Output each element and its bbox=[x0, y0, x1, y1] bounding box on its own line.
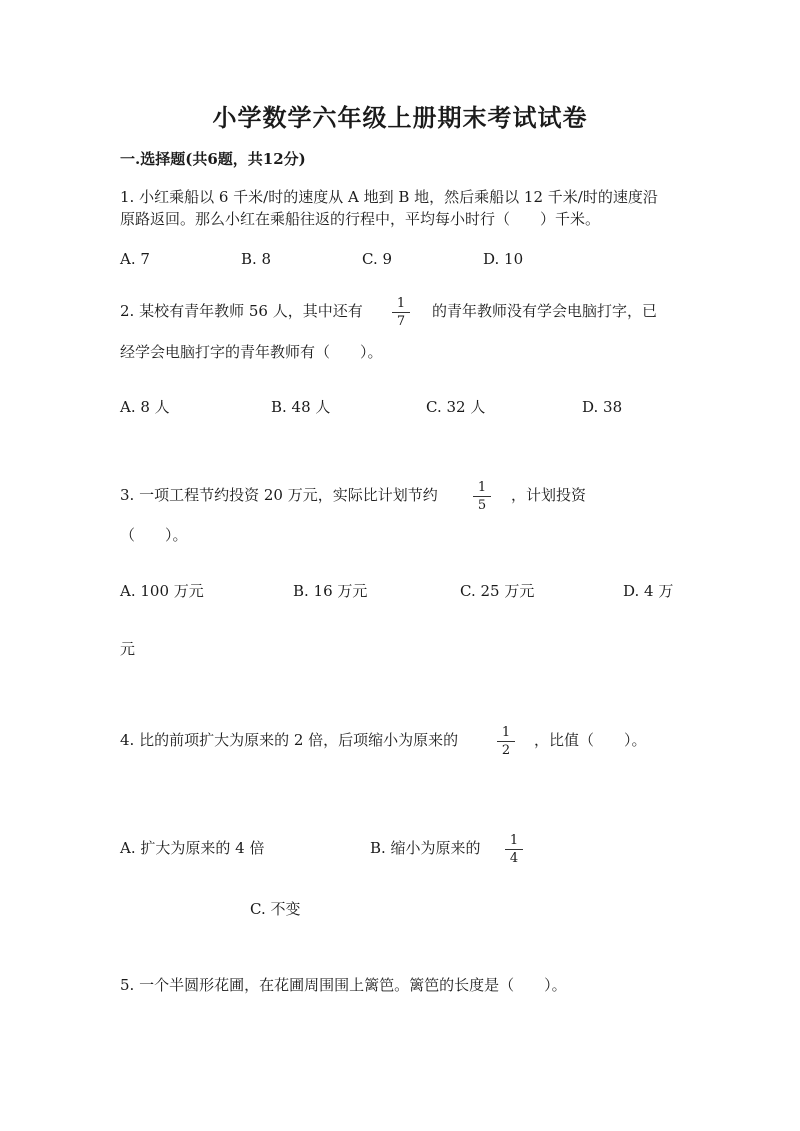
fraction-bar bbox=[392, 312, 410, 313]
question-4-line-1-end: ，比值（ ）。 bbox=[534, 731, 647, 749]
fraction-denominator: 2 bbox=[501, 743, 511, 758]
fraction-numerator: 1 bbox=[396, 296, 406, 311]
fraction-denominator: 7 bbox=[396, 314, 406, 329]
question-2-option-c: C. 32 人 bbox=[426, 398, 486, 416]
question-4-option-c: C. 不变 bbox=[250, 900, 301, 918]
question-3-option-b: B. 16 万元 bbox=[293, 582, 368, 600]
fraction-numerator: 1 bbox=[501, 725, 511, 740]
page-title: 小学数学六年级上册期末考试试卷 bbox=[212, 103, 588, 132]
question-3-line-1-start: 3. 一项工程节约投资 20 万元，实际比计划节约 bbox=[120, 486, 438, 504]
section-heading: 一.选择题(共6题，共12分) bbox=[120, 150, 306, 168]
question-2-line-1-end: 的青年教师没有学会电脑打字，已 bbox=[432, 302, 658, 320]
question-1-line-1: 1. 小红乘船以 6 千米/时的速度从 A 地到 B 地，然后乘船以 12 千米/时的速度沿 bbox=[120, 188, 658, 206]
fraction-denominator: 5 bbox=[477, 498, 487, 513]
question-3-option-c: C. 25 万元 bbox=[460, 582, 535, 600]
question-5-line-1: 5. 一个半圆形花圃，在花圃周围围上篱笆。篱笆的长度是（ ）。 bbox=[120, 976, 567, 994]
question-3-fraction bbox=[470, 480, 494, 513]
question-4-fraction bbox=[494, 725, 518, 758]
fraction-bar bbox=[473, 496, 491, 497]
question-1-option-d: D. 10 bbox=[483, 250, 524, 268]
question-2-option-b: B. 48 人 bbox=[271, 398, 331, 416]
question-2-fraction bbox=[389, 296, 413, 329]
question-1-option-a: A. 7 bbox=[120, 250, 150, 268]
question-1-option-b: B. 8 bbox=[241, 250, 272, 268]
question-2-line-1-start: 2. 某校有青年教师 56 人，其中还有 bbox=[120, 302, 363, 320]
question-2-line-2: 经学会电脑打字的青年教师有（ ）。 bbox=[120, 343, 383, 361]
question-3-option-d: D. 4 万 bbox=[623, 582, 674, 600]
fraction-bar bbox=[505, 849, 523, 850]
fraction-numerator: 1 bbox=[477, 480, 487, 495]
fraction-bar bbox=[497, 741, 515, 742]
question-4-option-b-fraction bbox=[502, 833, 526, 866]
question-4-option-b: B. 缩小为原来的 bbox=[370, 839, 481, 857]
question-3-option-d-wrap: 元 bbox=[120, 640, 136, 658]
question-3-option-a: A. 100 万元 bbox=[120, 582, 204, 600]
question-1-line-2: 原路返回。那么小红在乘船往返的行程中，平均每小时行（ ）千米。 bbox=[120, 210, 601, 228]
question-3-line-2: （ ）。 bbox=[120, 526, 188, 544]
question-2-option-d: D. 38 bbox=[582, 398, 623, 416]
question-4-option-a: A. 扩大为原来的 4 倍 bbox=[120, 839, 265, 857]
question-3-line-1-end: ，计划投资 bbox=[511, 486, 587, 504]
question-1-option-c: C. 9 bbox=[362, 250, 393, 268]
fraction-numerator: 1 bbox=[509, 833, 519, 848]
question-2-option-a: A. 8 人 bbox=[120, 398, 170, 416]
fraction-denominator: 4 bbox=[509, 851, 519, 866]
question-4-line-1-start: 4. 比的前项扩大为原来的 2 倍，后项缩小为原来的 bbox=[120, 731, 459, 749]
